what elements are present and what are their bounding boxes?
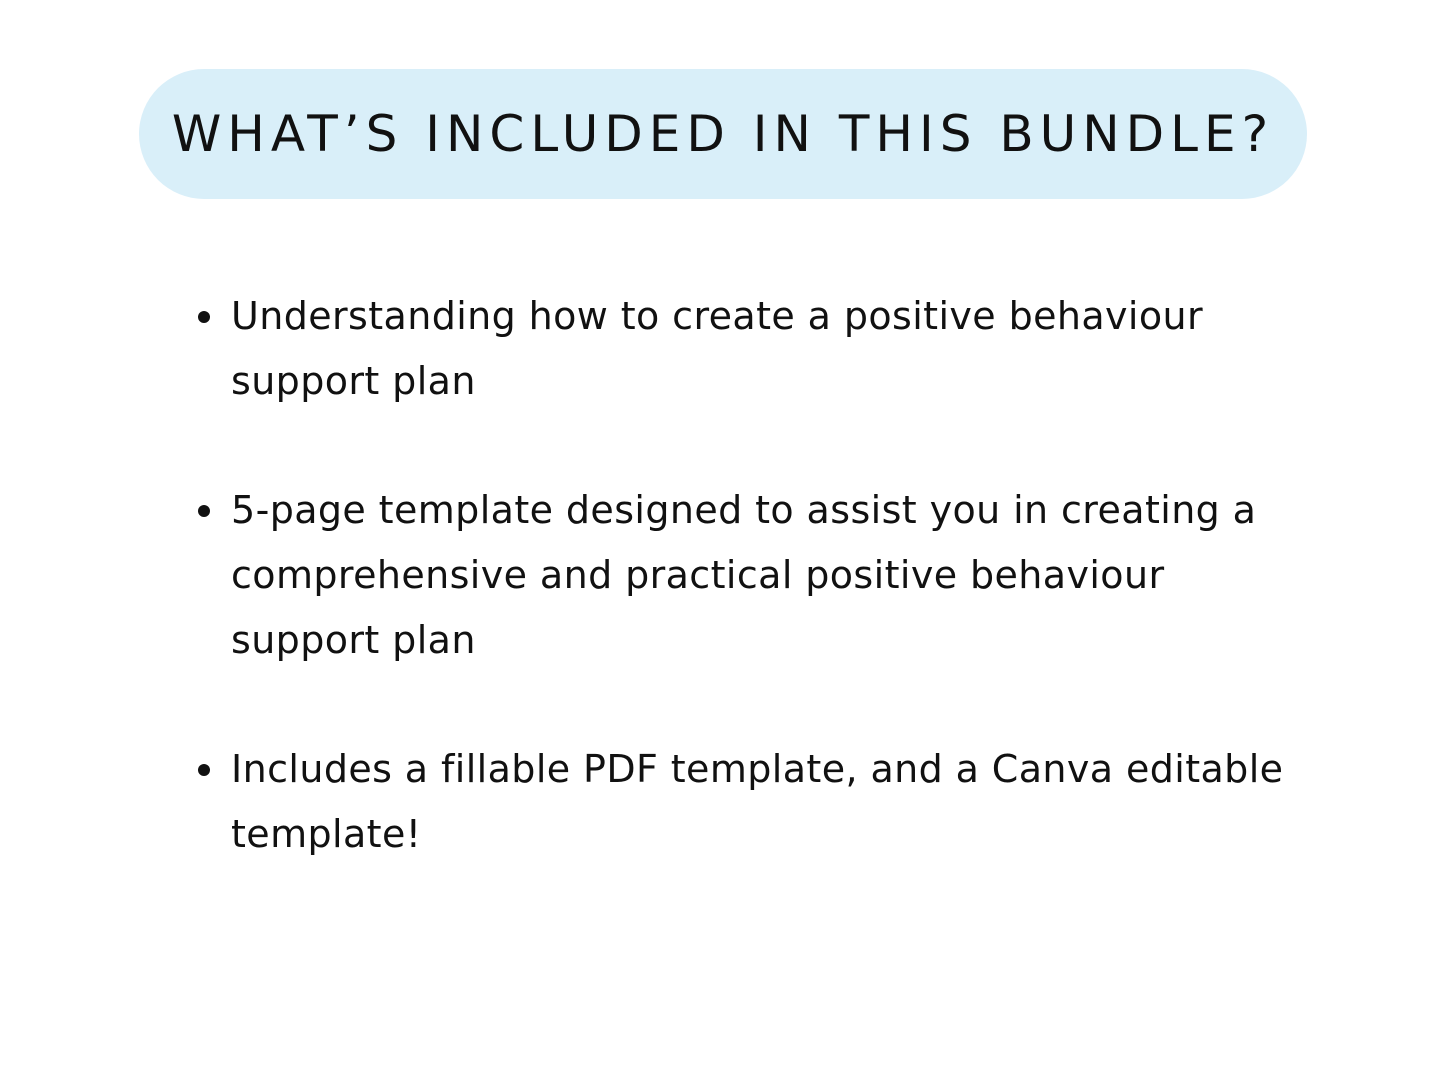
list-item-text: Understanding how to create a positive behaviour support plan: [231, 294, 1204, 403]
title-banner: [139, 69, 1307, 199]
bullet-dot-icon: [198, 311, 210, 323]
list-item-text: Includes a fillable PDF template, and a Canva editable template!: [231, 747, 1284, 856]
list-item: [198, 284, 1318, 414]
list-item: [198, 478, 1318, 673]
bundle-contents-list: [198, 284, 1318, 867]
bullet-dot-icon: [198, 505, 210, 517]
bullet-dot-icon: [198, 764, 210, 776]
page-title: WHAT’S INCLUDED IN THIS BUNDLE?: [171, 105, 1275, 163]
list-item: [198, 737, 1318, 867]
list-item-text: 5-page template designed to assist you in creating a comprehensive and practical positive behaviour support plan: [231, 488, 1257, 662]
